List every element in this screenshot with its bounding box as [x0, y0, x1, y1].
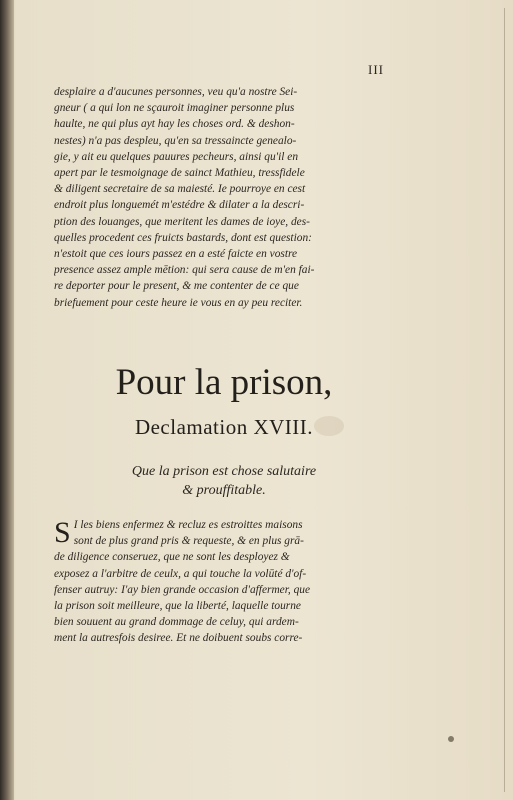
section-heading: [54, 462, 394, 500]
text-line: briefuement pour ceste heure ie vous en ay peu reciter.: [54, 296, 303, 309]
declamation-number: Declamation XVIII.: [134, 415, 314, 439]
text-line: ment la autresfois desiree. Et ne doibuent soubs corre-: [54, 632, 303, 645]
book-gutter: [0, 0, 14, 800]
text-line: ption des louanges, que meritent les dames de ioye, des-: [54, 215, 310, 228]
page-leaf: [14, 8, 505, 792]
text-line: desplaire a d'aucunes personnes, veu qu'a nostre Sei-: [54, 86, 298, 98]
text-line: fenser autruy: I'ay bien grande occasion d'affermer, que: [54, 583, 311, 596]
text-line: quelles procedent ces fruicts bastards, dont est question:: [54, 231, 312, 244]
text-line: endroit plus longuemét m'estédre & dilater a la descri-: [54, 199, 305, 212]
text-line: nestes) n'a pas despleu, qu'en sa tressaincte genealo-: [54, 134, 297, 147]
ink-spot: [448, 736, 454, 742]
text-line: & diligent secretaire de sa maiesté. Ie pourroye en cest: [54, 183, 306, 196]
paragraph-top: [54, 84, 394, 311]
chapter-title: Pour la prison,: [115, 362, 333, 403]
text-line: gie, y ait eu quelques pauures pecheurs, ainsi qu'il en: [54, 150, 299, 163]
text-line: re deporter pour le present, & me contenter de ce que: [54, 280, 299, 293]
text-line: gneur ( a qui lon ne sçauroit imaginer personne plus: [54, 102, 295, 115]
drop-cap: S: [54, 516, 71, 549]
text-line: n'estoit que ces iours passez en a esté faicte en vostre: [54, 248, 298, 261]
heading-line: Que la prison est chose salutaire: [131, 464, 317, 479]
text-line: exposez a l'arbitre de ceulx, a qui touche la volūté d'of-: [54, 567, 307, 580]
folio-number: III: [368, 62, 384, 77]
text-line: bien souuent au grand dommage de celuy, qui ardem-: [54, 616, 299, 629]
text-line: presence assez ample mētion: qui sera cause de m'en fai-: [54, 264, 315, 277]
text-line: de diligence conseruez, que ne sont les desployez &: [54, 551, 290, 564]
text-line: apert par le tesmoignage de sainct Mathieu, tressfidele: [54, 167, 305, 180]
heading-line: & prouffitable.: [182, 483, 266, 498]
text-line: sont de plus grand pris & requeste, & en plus grā-: [73, 535, 304, 548]
paragraph-bottom: [54, 517, 394, 647]
text-line: la prison soit meilleure, que la liberté, laquelle tourne: [54, 600, 301, 613]
text-line: haulte, ne qui plus ayt hay les choses ord. & deshon-: [54, 118, 295, 131]
text-line: I les biens enfermez & recluz es estroittes maisons: [73, 519, 303, 531]
